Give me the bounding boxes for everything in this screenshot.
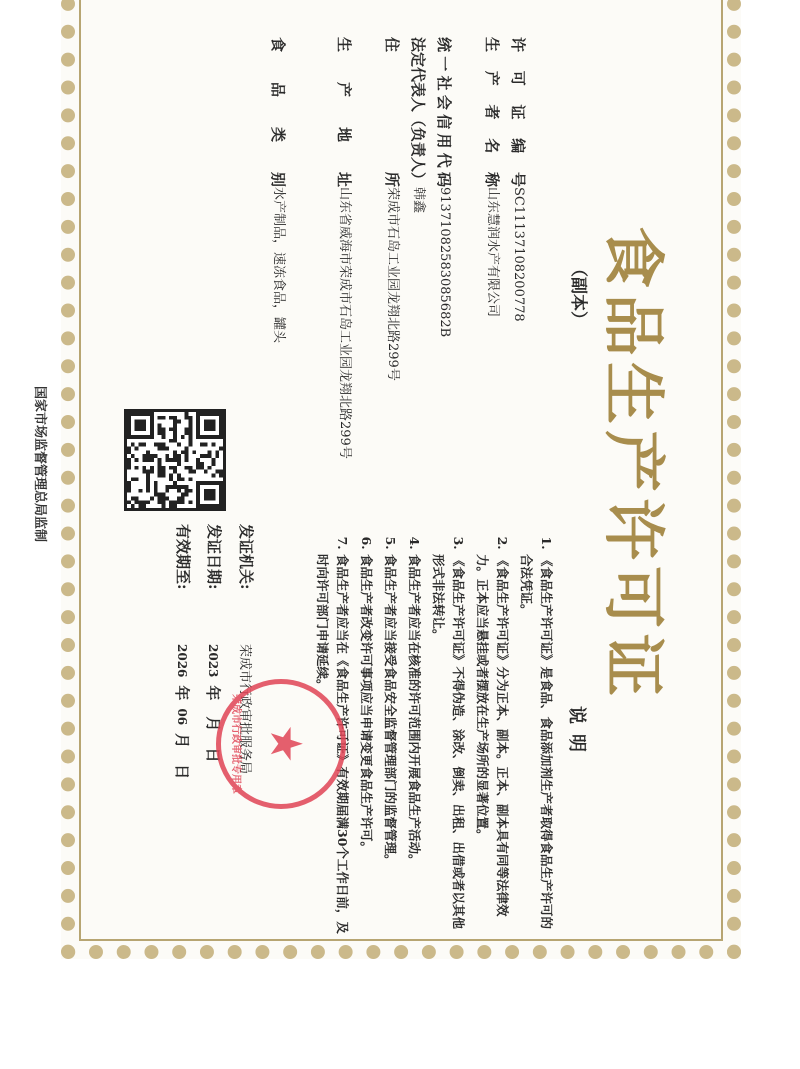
field-food-category: [265, 37, 291, 477]
field-value: 山东慧润水产有限公司: [485, 187, 500, 318]
notes-title: 说明: [566, 706, 587, 762]
seal-star-icon: ★: [260, 724, 311, 764]
qr-code: [124, 409, 226, 511]
note-item: 3. 《食品生产许可证》不得伪造、涂改、倒卖、出租、出借或者以其他形式非法转让。: [428, 554, 468, 939]
note-item: 2. 《食品生产许可证》分为正本、副本。正本、副本具有同等法律效力。正本应当悬挂或者摆放在生产场所的显著位置。: [472, 554, 512, 939]
field-value: SC11137108200778: [511, 187, 526, 322]
footer-supervisor: 国家市场监督管理总局监制: [32, 385, 47, 542]
field-label: 生产者名称: [483, 37, 501, 187]
field-credit-code: [431, 37, 457, 477]
valid-month: 06: [175, 708, 189, 726]
food-production-license-certificate: [32, 0, 741, 959]
certificate-subtitle: （副本）: [568, 260, 588, 328]
official-seal: [216, 679, 346, 809]
note-item: 5. 食品生产者应当接受食品安全监督管理部门的监督管理。: [380, 554, 400, 939]
field-value: 山东省威海市荣成市石岛工业园龙翔北路299号: [337, 187, 352, 459]
seal-text: 荣成市行政审批专用章: [230, 694, 241, 794]
note-item: 6. 食品生产者改变许可事项应当申请变更食品生产许可。: [356, 554, 376, 939]
field-label: 法定代表人（负责人）: [409, 37, 427, 188]
issue-year: 2023: [206, 644, 220, 678]
license-fields: [265, 37, 531, 477]
field-label: 生产地址: [335, 37, 353, 187]
issue-date: 2023 年 月 日: [198, 644, 228, 762]
field-production-address: [313, 37, 357, 477]
field-label: 住所: [383, 37, 401, 187]
valid-until-date: 2026 年 06 月 日: [167, 644, 197, 779]
valid-until-row: [167, 524, 198, 924]
valid-until-label: 有效期至:: [174, 524, 192, 590]
issuer-value: 荣成市行政审批服务局: [237, 644, 252, 775]
field-value: 韩鑫: [411, 187, 426, 214]
valid-year: 2026: [175, 644, 189, 678]
field-residence: [379, 37, 405, 477]
certificate-title: 食品生产许可证: [597, 225, 670, 702]
note-item: 7. 食品生产者应当在《食品生产许可证》有效期届满30个工作日前，及时向许可部门申请延续。: [312, 554, 352, 939]
field-label: 统一社会信用代码: [435, 37, 453, 187]
field-label: 许可证编号: [509, 37, 527, 187]
field-legal-representative: [405, 37, 431, 477]
field-value: 91371082583085682B: [437, 187, 452, 338]
issuer-label: 发证机关:: [237, 524, 255, 590]
field-label: 食品类别: [269, 37, 287, 187]
field-producer-name: [479, 37, 505, 477]
note-item: 1. 《食品生产许可证》是食品、食品添加剂生产者取得食品生产许可的合法凭证。: [516, 554, 556, 939]
field-value: 荣成市石岛工业园龙翔北路299号: [385, 187, 400, 381]
note-item: 4. 食品生产者应当在核准的许可范围内开展食品生产活动。: [404, 554, 424, 939]
issue-date-label: 发证日期:: [205, 524, 223, 590]
field-license-number: [505, 37, 531, 477]
field-value: 水产制品，速冻食品，罐头: [271, 187, 286, 344]
